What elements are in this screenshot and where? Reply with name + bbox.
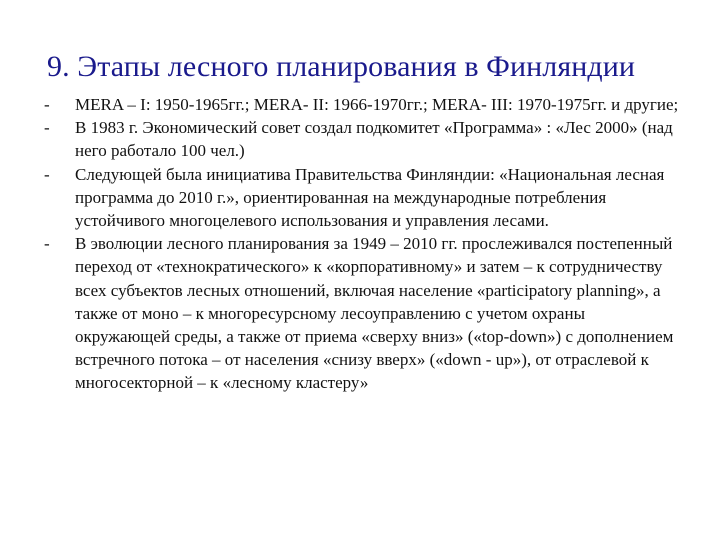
bullet-marker: - — [44, 95, 50, 114]
bullet-text-4: В эволюции лесного планирования за 1949 – 2010 гг. прослеживался постепенный переход от «технократического» к «корпоративному» и затем – к сотрудничеству всех субъектов лесных отношений, включая население «participatory planning», а также от моно – к многоресурсному лесоуправлению с учетом охраны окружающей среды, а также от приема «сверху вниз» («top-down») с дополнением встречного потока – от населения «снизу вверх» («down - up»), от отраслевой к многосекторной – к «лесному кластеру» — [75, 234, 674, 393]
bullet-item-1 — [44, 93, 684, 116]
bullet-item-2 — [44, 116, 684, 162]
bullet-marker: - — [44, 234, 50, 254]
bullet-text-1: MERA – I: 1950-1965гг.; MERA- II: 1966-1970гг.; MERA- III: 1970-1975гг. и другие; — [75, 95, 679, 114]
bullet-marker: - — [44, 164, 50, 184]
bullet-list — [44, 93, 684, 395]
slide-title: 9. Этапы лесного планирования в Финляндии — [47, 50, 636, 83]
bullet-text-2: В 1983 г. Экономический совет создал подкомитет «Программа» : «Лес 2000» (над него работало 100 чел.) — [75, 118, 673, 161]
bullet-item-4 — [44, 232, 684, 394]
bullet-item-3 — [44, 163, 684, 233]
bullet-marker: - — [44, 118, 50, 138]
bullet-text-3: Следующей была инициатива Правительства Финляндии: «Национальная лесная программа до 2010 г.», ориентированная на международные потребления устойчивого многоцелевого использования и управления лесами. — [75, 164, 665, 231]
